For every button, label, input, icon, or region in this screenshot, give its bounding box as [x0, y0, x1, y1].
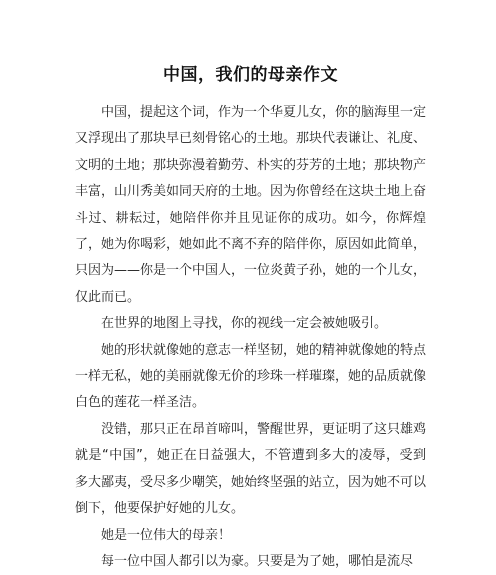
document-body	[75, 100, 426, 575]
paragraph-3: 她的形状就像她的意志一样坚韧，她的精神就像她的特点一样无私，她的美丽就像无价的珍珠一样璀璨，她的品质就像白色的莲花一样圣洁。	[75, 342, 427, 411]
paragraph-4: 没错，那只正在昂首啼叫，警醒世界，更证明了这只雄鸡就是“中国”，她正在日益强大，不管遭到多大的凌辱，受到多大鄙夷，受尽多少嘲笑，她始终坚强的站立，因为她不可以倒下，他要保护好她的儿女。	[75, 421, 427, 517]
document-title: 中国，我们的母亲作文	[163, 65, 338, 85]
paragraph-2: 在世界的地图上寻找，你的视线一定会被她吸引。	[101, 316, 388, 332]
paragraph-1: 中国，提起这个词，作为一个华夏儿女，你的脑海里一定又浮现出了那块早已刻骨铭心的土地。那块代表谦让、礼度、文明的土地；那块弥漫着勤劳、朴实的芬芳的土地；那块物产丰富，山川秀美如同天府的土地。因为你曾经在这块土地上奋斗过、耕耘过，她陪伴你并且见证你的成功。如今，你辉煌了，她为你喝彩，她如此不离不弃的陪伴你，原因如此简单，只因为——你是一个中国人，一位炎黄子孙，她的一个儿女，仅此而已。	[75, 105, 427, 305]
paragraph-5: 她是一位伟大的母亲！	[101, 527, 232, 543]
paragraph-6: 每一位中国人都引以为豪。只要是为了她，哪怕是流尽	[101, 553, 414, 569]
